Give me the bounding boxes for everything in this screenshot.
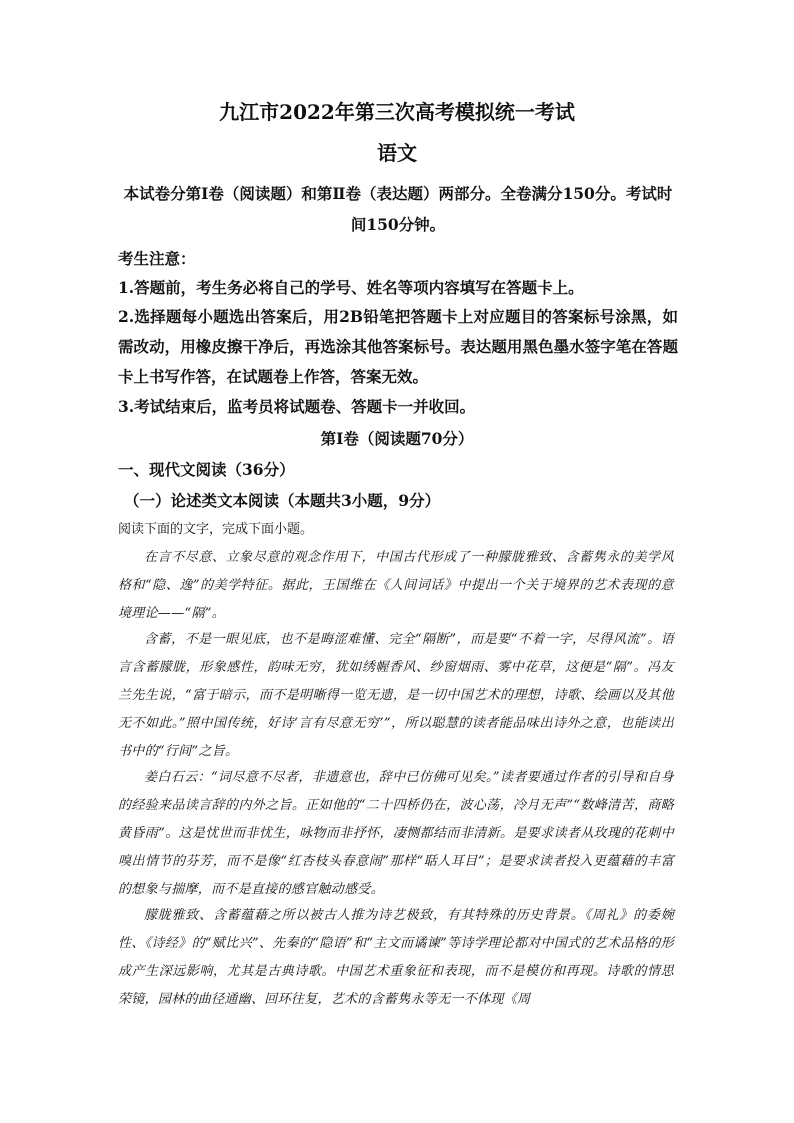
reading-instruction: 阅读下面的文字，完成下面小题。 [118,522,314,537]
section-heading: 一、现代文阅读（36分） [118,460,295,479]
notice-heading: 考生注意： [118,249,196,268]
passage-paragraph-2: 含蓄，不是一眼见底，也不是晦涩难懂、完全“隔断”，而是要“不着一字，尽得风流”。语言含蓄朦胧，形象感性，韵味无穷，犹如绣幄香风、纱窗烟雨、雾中花草，这便是“隔”。冯友兰先生说，“富于暗示，而不是明晰得一览无遗，是一切中国艺术的理想，诗歌、绘画以及其他无不如此。”照中国传统，好诗‘言有尽意无穷’”，所以聪慧的读者能品味出诗外之意，也能读出书中的“行间”之旨。 [118,632,674,759]
subsection-heading: （一）论述类文本阅读（本题共3小题，9分） [124,491,441,510]
notice-item-3: 3.考试结束后，监考员将试题卷、答题卡一并收回。 [118,397,476,416]
passage-paragraph-4: 朦胧雅致、含蓄蕴藉之所以被古人推为诗艺极致，有其特殊的历史背景。《周礼》的委婉性、《诗经》的“赋比兴”、先秦的“隐语”和“主文而谲谏”等诗学理论都对中国式的艺术品格的形成产生深远影响，尤其是古典诗歌。中国艺术重象征和表现，而不是模仿和再现。诗歌的情思荣镜，园林的曲径通幽、回环往复，艺术的含蓄隽永等无一不体现《周 [118,908,674,1007]
exam-intro: 本试卷分第Ⅰ卷（阅读题）和第Ⅱ卷（表达题）两部分。全卷满分150分。考试时间150分钟。 [123,184,673,234]
subject-title: 语文 [377,141,417,165]
passage-paragraph-3: 姜白石云：“词尽意不尽者，非遗意也，辞中已仿佛可见矣。”读者要通过作者的引导和自身的经验来品读言辞的内外之旨。正如他的“二十四桥仍在，波心荡，冷月无声”“数峰清苦，商略黄昏雨”。这是忧世而非忧生，咏物而非抒怀，凄恻都结而非清新。是要求读者从玫瑰的花刺中嗅出情节的芬芳，而不是像“红杏枝头春意闹”那样“聒人耳目”；是要求读者投入更蕴藉的丰富的想象与揣摩，而不是直接的感官触动感受。 [118,770,674,897]
exam-title: 九江市2022年第三次高考模拟统一考试 [219,100,575,124]
notice-item-2: 2.选择题每小题选出答案后，用2B铅笔把答题卡上对应题目的答案标号涂黑，如需改动，用橡皮擦干净后，再选涂其他答案标号。表达题用黑色墨水签字笔在答题卡上书写作答，在试题卷上作答，答案无效。 [118,307,678,386]
volume-heading: 第Ⅰ卷（阅读题70分） [320,429,474,448]
notice-item-1: 1.答题前，考生务必将自己的学号、姓名等项内容填写在答题卡上。 [118,278,584,297]
passage-paragraph-1: 在言不尽意、立象尽意的观念作用下，中国古代形成了一种朦胧雅致、含蓄隽永的美学风格和“隐、逸”的美学特征。据此，王国维在《人间词话》中提出一个关于境界的艺术表现的意境理论——“隔”。 [118,550,674,621]
